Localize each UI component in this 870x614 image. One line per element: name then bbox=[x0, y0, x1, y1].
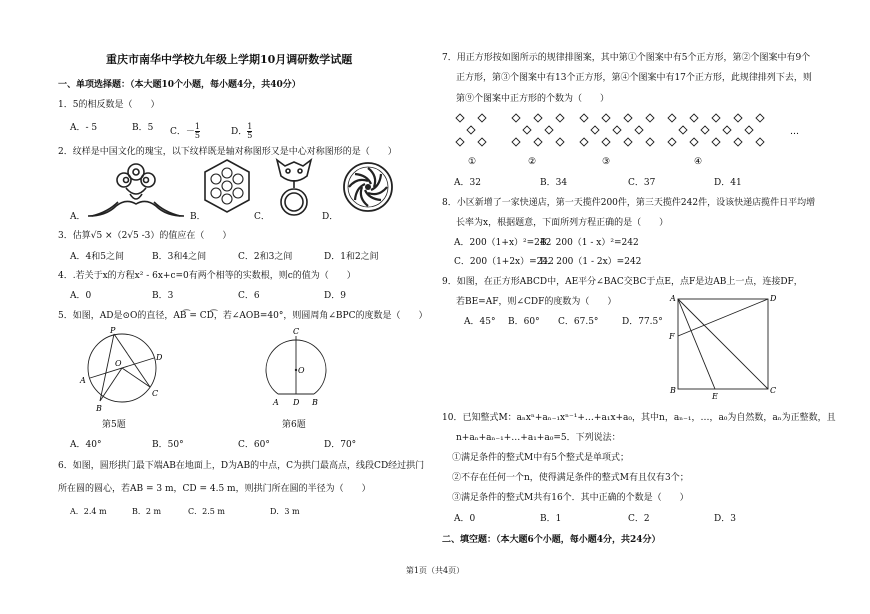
q1-option-c-fraction bbox=[195, 123, 200, 140]
q1-c-denominator: 5 bbox=[194, 131, 200, 140]
q7-square-pattern-figure bbox=[454, 112, 814, 168]
q8-option-b: B．200（1 - x）²=242 bbox=[540, 238, 639, 248]
q8-option-a: A．200（1+x）²=242 bbox=[454, 238, 552, 248]
pattern4-square bbox=[690, 114, 698, 122]
pattern4-square bbox=[745, 126, 753, 134]
q4-option-c: C．6 bbox=[238, 291, 260, 301]
fig5-label-b: B bbox=[96, 404, 102, 413]
q5-option-c: C．60° bbox=[238, 440, 270, 450]
pattern4-square bbox=[712, 114, 720, 122]
q3-option-a: A．4和5之间 bbox=[70, 252, 124, 262]
q1-d-denominator: 5 bbox=[247, 131, 253, 140]
q10-option-c: C．2 bbox=[628, 514, 650, 524]
q8-option-d: D．200（1 - 2x）=242 bbox=[540, 257, 642, 267]
pattern1-square bbox=[467, 126, 475, 134]
pattern3-square bbox=[635, 126, 643, 134]
q7-stem-line2: 正方形，第③个图案中有13个正方形，第④个图案中有17个正方形，此规律排列下去，则 bbox=[456, 73, 812, 83]
pattern2-square bbox=[523, 126, 531, 134]
fig6-label-a: A bbox=[273, 398, 279, 407]
q2-option-a: A． bbox=[70, 212, 86, 222]
q5-option-b: B．50° bbox=[152, 440, 184, 450]
pattern4-square bbox=[690, 138, 698, 146]
pattern3-square bbox=[646, 114, 654, 122]
pattern3-square bbox=[624, 114, 632, 122]
section1-heading: 一、单项选择题：（本大题10个小题，每小题4分，共40分） bbox=[58, 80, 301, 90]
pattern4-square bbox=[668, 138, 676, 146]
q1-option-d bbox=[231, 123, 252, 140]
caption-figure-5: 第5题 bbox=[102, 420, 126, 430]
fig9-label-d: D bbox=[770, 294, 777, 303]
pattern3-square bbox=[580, 138, 588, 146]
pattern4-square bbox=[734, 138, 742, 146]
pattern3-square bbox=[624, 138, 632, 146]
pattern3-square bbox=[602, 138, 610, 146]
q10-stem-line2: n+aₙ+aₙ₋₁+…+a₁+a₀=5．下列说法： bbox=[456, 433, 621, 443]
fig5-label-p: P bbox=[110, 326, 116, 335]
caption-figure-6: 第6题 bbox=[282, 420, 306, 430]
pattern4-square bbox=[734, 114, 742, 122]
q9-stem-line1: 9．如图，在正方形ABCD中，AE平分∠BAC交BC于点E，点F是边AB上一点，连接DF， bbox=[442, 277, 803, 287]
pattern2-square bbox=[512, 114, 520, 122]
q1-d-numerator: 1 bbox=[247, 122, 253, 131]
q1-option-d-label: D． bbox=[231, 127, 248, 137]
fig6-label-d: D bbox=[293, 398, 300, 407]
q6-arch-figure bbox=[256, 327, 336, 412]
q2-option-c: C． bbox=[254, 212, 270, 222]
pattern4-square bbox=[756, 114, 764, 122]
pattern-label-4: ④ bbox=[694, 157, 703, 167]
pattern-label-1: ① bbox=[468, 157, 477, 167]
q6-stem-line2: 所在圆的圆心，若AB = 3 m，CD = 4.5 m，则拱门所在圆的半径为（ ） bbox=[58, 484, 371, 494]
q4-stem: 4．.若关于x的方程x² - 6x+c=0有两个相等的实数根，则c的值为（ ） bbox=[58, 271, 356, 281]
fig9-label-e: E bbox=[712, 392, 718, 401]
pattern-cloud-scroll-image bbox=[86, 158, 186, 220]
q4-option-a: A．0 bbox=[70, 291, 92, 301]
fig5-label-a: A bbox=[80, 376, 86, 385]
q3-option-b: B．3和4之间 bbox=[152, 252, 207, 262]
fig5-label-o: O bbox=[115, 359, 122, 368]
pattern4-square bbox=[668, 114, 676, 122]
q5-option-d: D．70° bbox=[324, 440, 357, 450]
q9-option-b: B．60° bbox=[508, 317, 540, 327]
pattern1-square bbox=[456, 138, 464, 146]
q10-option-d: D．3 bbox=[714, 514, 736, 524]
pattern1-square bbox=[478, 114, 486, 122]
pattern2-square bbox=[556, 114, 564, 122]
pattern-hexagon-flower-image bbox=[202, 158, 252, 214]
q9-option-c: C．67.5° bbox=[558, 317, 599, 327]
q10-statement-2: ②不存在任何一个n，使得满足条件的整式M有且仅有3个； bbox=[452, 473, 689, 483]
pattern-ellipsis: … bbox=[790, 127, 799, 137]
q6-option-b: B．2 m bbox=[132, 507, 162, 516]
fig9-label-c: C bbox=[770, 386, 777, 395]
pattern2-square bbox=[512, 138, 520, 146]
q6-option-c: C．2.5 m bbox=[188, 507, 225, 516]
fig6-label-c: C bbox=[293, 327, 300, 336]
q10-statement-3: ③满足条件的整式M共有16个．其中正确的个数是（ ） bbox=[452, 493, 689, 503]
q5-stem: 5．如图，AD是⊙O的直径，AB͡ = CD͡，若∠AOB=40°，则圆周角∠BPC的度数是（ ） bbox=[58, 311, 428, 321]
q8-option-c: C．200（1+2x）=242 bbox=[454, 257, 554, 267]
pattern4-square bbox=[723, 126, 731, 134]
pattern2-square bbox=[534, 138, 542, 146]
q7-option-a: A．32 bbox=[454, 178, 481, 188]
pattern-label-2: ② bbox=[528, 157, 537, 167]
pattern3-square bbox=[591, 126, 599, 134]
q9-stem-line2: 若BE=AF，则∠CDF的度数为（ ） bbox=[456, 297, 617, 307]
pattern3-square bbox=[580, 114, 588, 122]
pattern1-square bbox=[478, 138, 486, 146]
q9-option-a: A．45° bbox=[464, 317, 496, 327]
q10-statement-1: ①满足条件的整式M中有5个整式是单项式； bbox=[452, 453, 629, 463]
q1-option-d-fraction bbox=[247, 123, 252, 140]
q2-stem: 2．纹样是中国文化的瑰宝，以下纹样既是轴对称图形又是中心对称图形的是（ ） bbox=[58, 147, 397, 157]
q1-c-numerator: 1 bbox=[194, 122, 200, 131]
q1-option-b: B．5 bbox=[132, 123, 154, 133]
q6-stem-line1: 6．如图，圆形拱门最下端AB在地面上，D为AB的中点，C为拱门最高点，线段CD经过拱门 bbox=[58, 461, 425, 471]
q1-stem: 1．5的相反数是（ ） bbox=[58, 100, 160, 110]
q10-option-a: A．0 bbox=[454, 514, 476, 524]
q9-square-figure bbox=[668, 293, 780, 405]
q8-stem-line2: 长率为x，根据题意，下面所列方程正确的是（ ） bbox=[456, 218, 669, 228]
pattern3-square bbox=[646, 138, 654, 146]
fig6-label-b: B bbox=[312, 398, 318, 407]
q8-stem-line1: 8．小区新增了一家快递店，第一天揽件200件，第三天揽件242件，设该快递店揽件日平均增 bbox=[442, 198, 816, 208]
section2-heading: 二、填空题：（本大题6个小题，每小题4分，共24分） bbox=[442, 535, 661, 545]
q3-option-d: D．1和2之间 bbox=[324, 252, 379, 262]
pattern2-square bbox=[545, 126, 553, 134]
pattern-label-3: ③ bbox=[602, 157, 611, 167]
q3-option-c: C．2和3之间 bbox=[238, 252, 293, 262]
q2-option-b: B． bbox=[190, 212, 206, 222]
q1-option-c-label: C．－ bbox=[170, 127, 195, 137]
pattern4-square bbox=[679, 126, 687, 134]
pattern3-square bbox=[613, 126, 621, 134]
pattern4-square bbox=[712, 138, 720, 146]
pattern4-square bbox=[701, 126, 709, 134]
q7-stem-line1: 7．用正方形按如图所示的规律排图案，其中第①个图案中有5个正方形，第②个图案中有9个 bbox=[442, 53, 811, 63]
q6-option-a: A．2.4 m bbox=[70, 507, 107, 516]
q6-option-d: D．3 m bbox=[270, 507, 300, 516]
q5-circle-figure bbox=[72, 326, 182, 418]
fig5-label-d: D bbox=[156, 353, 163, 362]
page-number: 第1页（共4页） bbox=[405, 566, 465, 575]
q2-option-d: D． bbox=[322, 212, 339, 222]
q4-option-d: D．9 bbox=[324, 291, 346, 301]
q10-stem-line1: 10．已知整式M：aₙxⁿ+aₙ₋₁xⁿ⁻¹+…+a₁x+a₀，其中n，aₙ₋₁，…，a₀为自然数，aₙ为正整数，且 bbox=[442, 413, 836, 423]
q7-option-d: D．41 bbox=[714, 178, 742, 188]
q7-option-b: B．34 bbox=[540, 178, 568, 188]
q1-option-c bbox=[170, 123, 200, 140]
pattern4-square bbox=[756, 138, 764, 146]
fig6-label-o: O bbox=[298, 366, 305, 375]
q7-stem-line3: 第⑨个图案中正方形的个数为（ ） bbox=[456, 94, 610, 104]
pattern2-square bbox=[556, 138, 564, 146]
fig9-label-f: F bbox=[669, 332, 675, 341]
q7-option-c: C．37 bbox=[628, 178, 656, 188]
q1-option-a: A．- 5 bbox=[70, 123, 98, 133]
pattern1-square bbox=[456, 114, 464, 122]
pattern3-square bbox=[602, 114, 610, 122]
pattern-swirl-disc-image bbox=[342, 160, 394, 214]
pattern2-square bbox=[534, 114, 542, 122]
fig9-label-b: B bbox=[670, 386, 676, 395]
fig9-label-a: A bbox=[670, 294, 676, 303]
fig5-label-c: C bbox=[152, 389, 159, 398]
q3-stem: 3．估算√5 ×（2√5 -3）的值应在（ ） bbox=[58, 231, 232, 241]
q10-option-b: B．1 bbox=[540, 514, 562, 524]
q9-option-d: D．77.5° bbox=[622, 317, 663, 327]
q5-option-a: A．40° bbox=[70, 440, 102, 450]
exam-title: 重庆市南华中学校九年级上学期10月调研数学试题 bbox=[106, 53, 353, 66]
pattern-ring-knocker-image bbox=[273, 156, 315, 220]
q4-option-b: B．3 bbox=[152, 291, 174, 301]
